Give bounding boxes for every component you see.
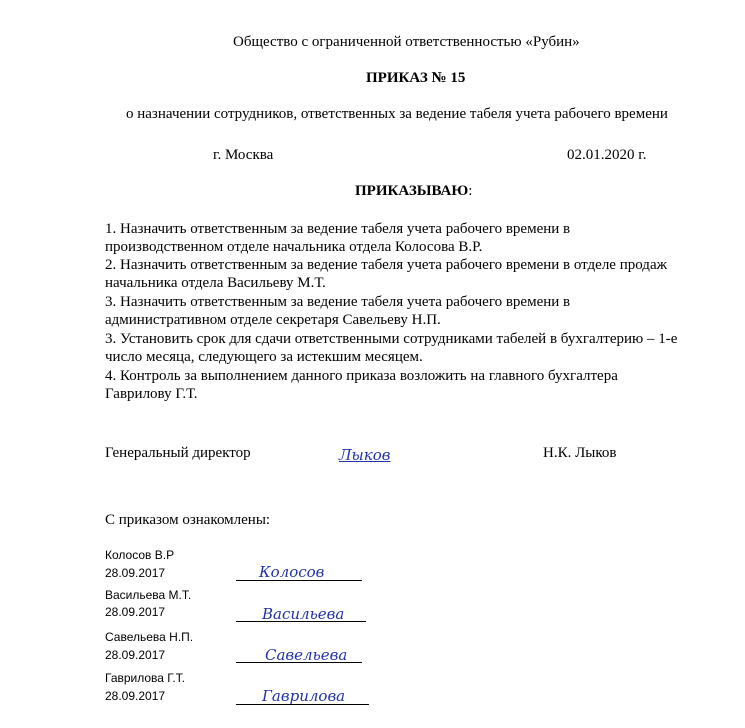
order-line: 2. Назначить ответственным за ведение табеля учета рабочего времени в отделе продаж: [105, 257, 667, 273]
director-position: Генеральный директор: [105, 445, 251, 461]
order-line: 1. Назначить ответственным за ведение табеля учета рабочего времени в: [105, 221, 571, 237]
employee-date: 28.09.2017: [105, 566, 166, 580]
employee-date: 28.09.2017: [105, 648, 166, 662]
order-line: производственном отделе начальника отдела Колосова В.Р.: [105, 239, 483, 255]
order-line: административном отделе секретаря Савельеву Н.П.: [105, 312, 441, 328]
employee-signature: Савельева: [265, 646, 348, 664]
organization-name: Общество с ограниченной ответственностью «Рубин»: [233, 34, 580, 50]
employee-name: Колосов В.Р: [105, 548, 175, 562]
order-heading-word: ПРИКАЗЫВАЮ: [355, 183, 469, 199]
order-line: 3. Установить срок для сдачи ответственными сотрудниками табелей в бухгалтерию – 1-е: [105, 331, 678, 347]
acknowledged-heading: С приказом ознакомлены:: [105, 512, 271, 528]
employee-name: Савельева Н.П.: [105, 630, 194, 644]
employee-signature: Колосов: [259, 563, 325, 581]
order-line: 4. Контроль за выполнением данного приказа возложить на главного бухгалтера: [105, 368, 618, 384]
order-line: Гаврилову Г.Т.: [105, 386, 198, 402]
order-line: начальника отдела Васильеву М.Т.: [105, 275, 326, 291]
document-city: г. Москва: [213, 147, 274, 163]
director-signature: Лыков: [339, 446, 391, 464]
employee-name: Васильева М.Т.: [105, 588, 192, 602]
order-heading-colon: :: [468, 183, 473, 199]
employee-date: 28.09.2017: [105, 689, 166, 703]
document-title: ПРИКАЗ № 15: [366, 70, 466, 86]
director-name: Н.К. Лыков: [543, 445, 617, 461]
employee-date: 28.09.2017: [105, 605, 166, 619]
order-line: число месяца, следующего за истекшим месяцем.: [105, 349, 423, 365]
order-heading: [355, 183, 472, 200]
document-subject: о назначении сотрудников, ответственных за ведение табеля учета рабочего времени: [126, 106, 668, 122]
document-date: 02.01.2020 г.: [567, 147, 647, 163]
order-line: 3. Назначить ответственным за ведение табеля учета рабочего времени в: [105, 294, 571, 310]
employee-signature: Васильева: [262, 605, 345, 623]
employee-signature: Гаврилова: [262, 687, 346, 705]
employee-name: Гаврилова Г.Т.: [105, 671, 186, 685]
